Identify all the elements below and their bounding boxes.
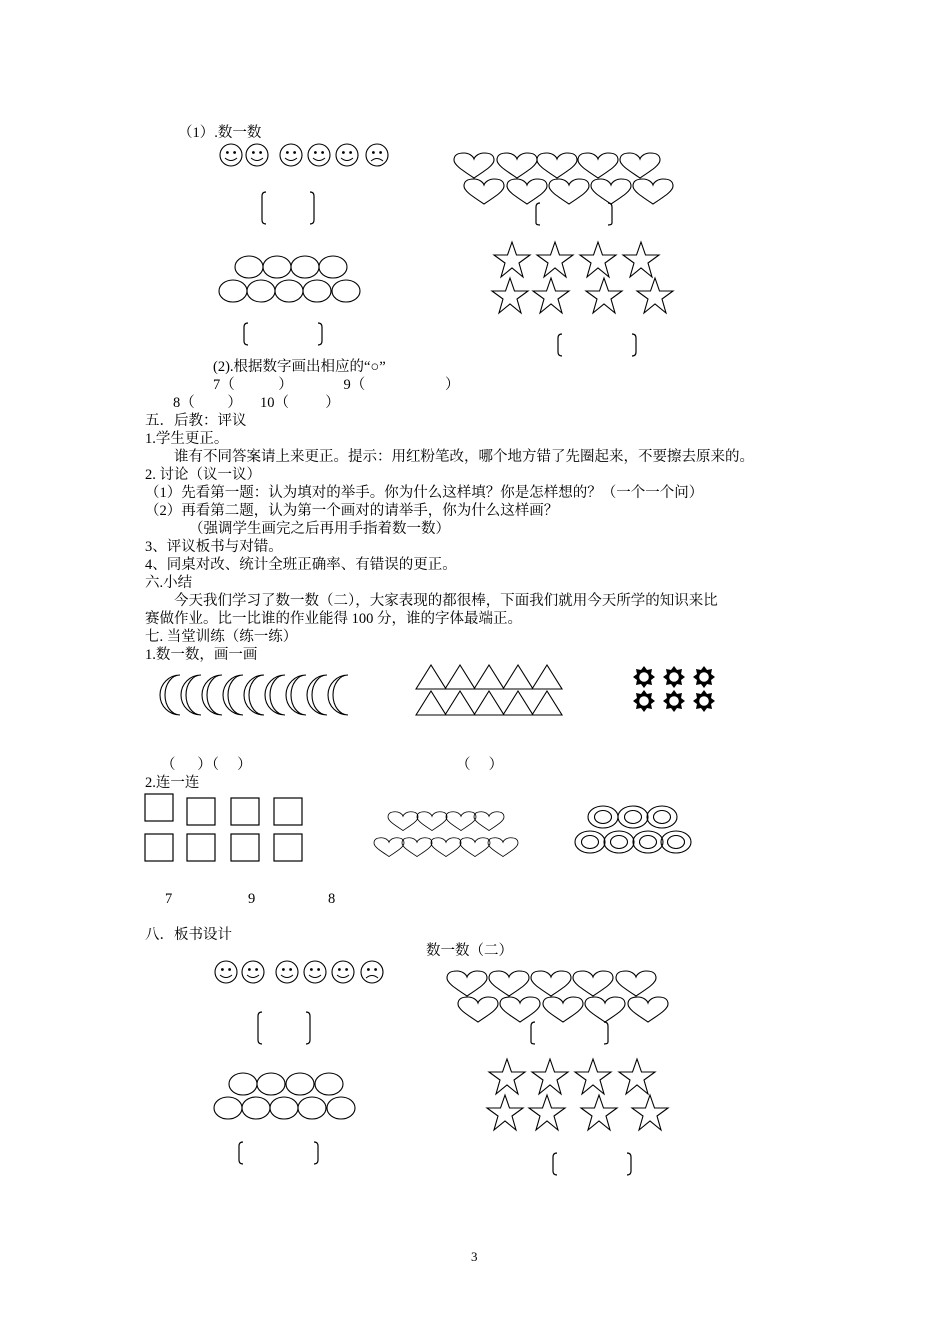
answer-bracket-faces-board bbox=[258, 1012, 310, 1044]
smiley-faces-top bbox=[220, 144, 388, 166]
smiley-faces-board bbox=[215, 961, 383, 983]
stars-top bbox=[492, 242, 673, 313]
section5-item1-detail: 谁有不同答案请上来更正。提示：用红粉笔改，哪个地方错了先圈起来，不要擦去原来的。 bbox=[174, 449, 754, 465]
section7-blanks-left: （ ）（ ） bbox=[161, 757, 252, 773]
section5-item2a: （1）先看第一题：认为填对的举手。你为什么这样填？你是怎样想的？（一个一个问） bbox=[145, 485, 704, 501]
exercise1-title: （1）.数一数 bbox=[178, 125, 262, 141]
section7-item1: 1.数一数，画一画 bbox=[145, 647, 258, 663]
section7-blank-mid: （ ） bbox=[456, 757, 504, 773]
circles-board bbox=[214, 1073, 355, 1119]
section6-heading: 六.小结 bbox=[145, 575, 193, 591]
section7-heading: 七. 当堂训练（练一练） bbox=[145, 629, 298, 645]
connect-number-7: 7 bbox=[165, 891, 173, 907]
section8-heading: 八．板书设计 bbox=[145, 927, 232, 943]
crescent-moons bbox=[160, 675, 348, 715]
section6-para-line1: 今天我们学习了数一数（二），大家表现的都很棒，下面我们就用今天所学的知识来比 bbox=[174, 593, 718, 609]
answer-bracket-hearts-board bbox=[531, 1022, 608, 1044]
answer-bracket-stars-top bbox=[558, 334, 636, 356]
hearts-connect bbox=[374, 812, 518, 857]
board-title: 数一数（二） bbox=[426, 943, 513, 959]
section6-para-line2: 赛做作业。比一比谁的作业能得 100 分，谁的字体最端正。 bbox=[145, 611, 522, 627]
suns bbox=[633, 666, 715, 712]
triangles bbox=[416, 665, 562, 715]
exercise2-line2: 8（ ） 10（ ） bbox=[173, 395, 340, 411]
stars-board bbox=[487, 1059, 668, 1130]
section5-item2c: （强调学生画完之后再用手指着数一数） bbox=[189, 521, 450, 537]
answer-bracket-hearts-top bbox=[536, 203, 612, 225]
answer-bracket-circles-top bbox=[244, 323, 322, 345]
connect-number-8: 8 bbox=[328, 891, 336, 907]
answer-bracket-circles-board bbox=[239, 1142, 318, 1164]
section5-heading: 五．后教：评议 bbox=[145, 413, 247, 429]
section5-item3: 3、评议板书与对错。 bbox=[145, 539, 283, 555]
page-number: 3 bbox=[471, 1249, 478, 1264]
circles-top bbox=[219, 256, 360, 302]
exercise2-title: (2).根据数字画出相应的“○” bbox=[213, 359, 386, 375]
answer-bracket-stars-board bbox=[553, 1153, 631, 1175]
section5-item4: 4、同桌对改、统计全班正确率、有错误的更正。 bbox=[145, 557, 457, 573]
section5-item2: 2. 讨论（议一议） bbox=[145, 467, 261, 483]
exercise2-line1: 7（ ） 9（ ） bbox=[213, 377, 460, 393]
answer-bracket-faces-top bbox=[262, 192, 314, 224]
hearts-board bbox=[447, 971, 668, 1022]
connect-number-9: 9 bbox=[248, 891, 256, 907]
section5-item1: 1.学生更正。 bbox=[145, 431, 229, 447]
section7-item2: 2.连一连 bbox=[145, 775, 200, 791]
rings bbox=[575, 806, 691, 853]
hearts-top bbox=[454, 153, 673, 204]
squares bbox=[145, 794, 302, 861]
section5-item2b: （2）再看第二题，认为第一个画对的请举手，你为什么这样画？ bbox=[145, 503, 559, 519]
